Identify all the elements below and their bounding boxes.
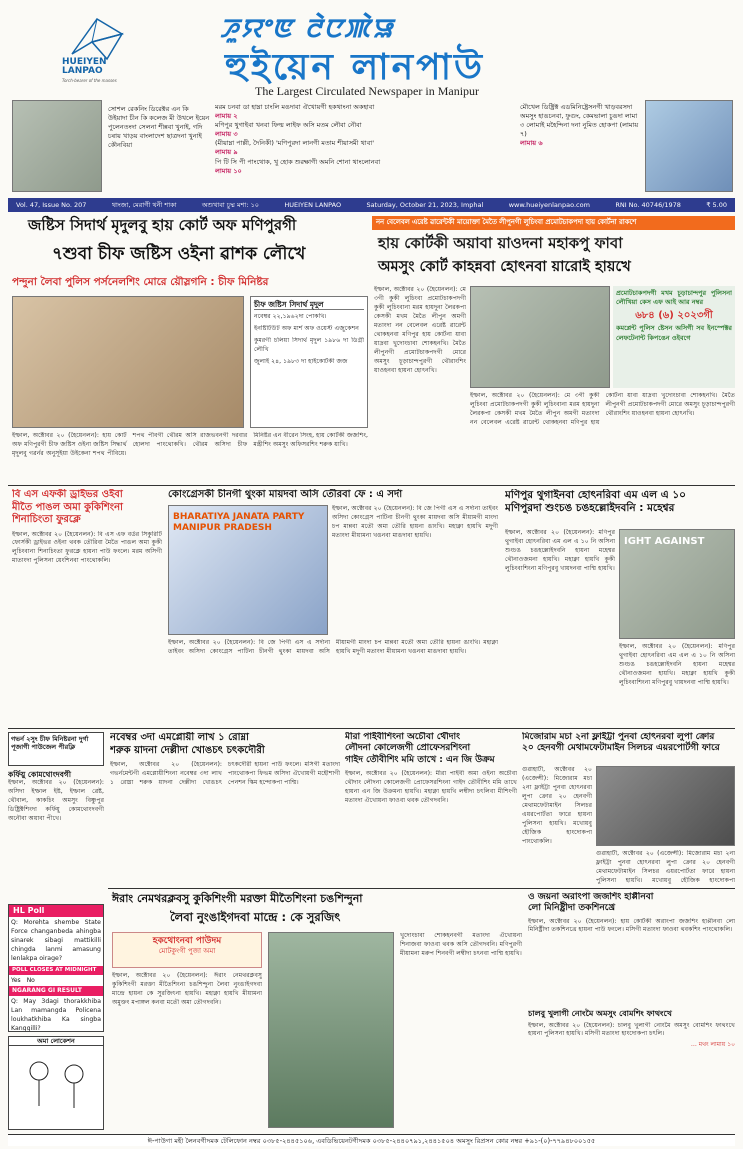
- issue-date: Saturday, October 21, 2023, Imphal: [366, 200, 484, 209]
- bjp-banner-text-2: MANIPUR PRADESH: [173, 523, 272, 534]
- judges-story: [528, 892, 735, 1130]
- judges-body: ইম্ফাল, অক্টোবর ২০ (হৈয়েনলন): হায় কোর্টকী অরাংপা জজশিং হাপ্পীনবা লো মিনিষ্ট্রীদা তকশিনখ্রে হায়না পাউ ফংলে। মসিগী মতাংদা ফাওবা থবকশিং পাংথোকলি।: [528, 917, 735, 934]
- volume-info: Vol. 47, Issue No. 207: [16, 200, 87, 209]
- mla-headline-1[interactable]: মণিপুর থুগাইনবা হোৎনরিবা এম এল এ ১০: [505, 489, 686, 501]
- pullquote-box: [112, 932, 262, 968]
- drugs-body: গুৱাহাটী, অক্টোবর ২০ (এজেন্সী): মিজোরাম মচা ২না ফ্লাইট্টা পুনবা হোৎনরবা লুপা ক্রোর ২০ হেনবগী মেথামফেটামাইন সিলচর এয়রপোর্টতা ফারে হায়না পুলিসনা হায়খি। মখোয়বু হৌজিক হাংদোকপা পাংথোকলি।: [522, 766, 592, 845]
- teaser-center-4-page: লামায় ১০: [215, 166, 242, 175]
- ngarang-question: Q: May 3dagi thorakkhiba Lan mamangda Policena loukhatkhiba Ka singba Kanggilli?: [11, 997, 101, 1032]
- drugs-photo: [596, 766, 735, 846]
- governor-box: [8, 732, 104, 766]
- teaser-center-2: মণিপুর থুগাইবা খনবা ফিল্ম লাইফ অসি মতম লৌবা নৌবা: [215, 121, 362, 130]
- mla-photo: [619, 529, 735, 639]
- mla-headline-2[interactable]: মণিপুরদা শুংচঙ চঙহল্লোইদবনি : মহেশ্বর: [505, 502, 675, 515]
- masthead-title-meitei: ꯍꯨꯌꯦꯟ ꯂꯥꯅꯄꯥꯎ: [220, 14, 395, 44]
- bsf-headline-1[interactable]: বি এস এফকী ড্রাইভর ওইবা: [12, 489, 123, 500]
- bottom-story-headline-1[interactable]: ঈরাং নেমথরক্লবসু কুকিশিংগী মরক্তা মীতৈশিংনা চঙশিন্দুনা: [112, 892, 363, 905]
- factbox-text-2: কমপ্লেন্ট পুলিস ষ্টেসন অসিগী সব ইনস্পেক্টর লেফটেনান্ট কিপঙেন ওইবগে: [616, 324, 732, 342]
- teaser-left-text: সোশল রেকনিং ডিরেক্টর এন কি উইয়াদা চীন কি কলেজ মী উখলে ইয়েন পুলেনতংদা সেলনা শীন্নবা খুনাই, গদি চৰায় খাড়য় বাংলাদেশ ছাত্রদনা খুনাই কৌনবিয়া: [108, 105, 210, 150]
- ngarang-title: NGARANG GI RESULT: [9, 986, 103, 996]
- congress-body-2: ইম্ফাল, অক্টোবর ২০ (হৈয়েনলন): বি জে পিগী এস এ সর্দানা তাইবং অসিদা কোংগ্রেস পাটিনা চীনগী থুংকা মায়দবা অসি মীয়ামগী মাংদা চপ মান্নবা মতৌ অমা তৌরি হায়না ঙাংখি। মহাক্না হায়খি মদুগী মতাংদা মীয়ামনা খঙনবা মাঙদাবা হায়খি।: [168, 639, 498, 655]
- price-note: অশুখাবা চুদ্ম মশা: ১০: [201, 200, 260, 209]
- lead-right-photo: [470, 286, 610, 388]
- teaser-center-1: মরম চনবা ডা হাম্না চাংলি মঙদাবা ঐখোয়গী হকথাংনা অকহাবা: [215, 103, 375, 111]
- factbox-number: ৬৮৪ (৬) ২০২৩গী: [635, 309, 713, 321]
- curfew-story: [8, 770, 104, 900]
- divider: [8, 485, 735, 486]
- poll-title: HL Poll: [9, 905, 103, 917]
- judges-headline-1[interactable]: ও জয়না অরাংপা জজশিং হাপ্পীনবা: [528, 892, 654, 902]
- congress-headline[interactable]: কোংগ্রেসকী চীনগী থুংকা মায়দবা অসি তৌরবা ফে : এ সর্দা: [168, 489, 403, 500]
- price: ₹ 5.00: [706, 200, 727, 209]
- pullquote-title: হকথোংনবা পাউদম: [152, 936, 222, 946]
- lead-left-infobox: [250, 296, 368, 428]
- teaser-center-1-page: লামায় ২: [215, 112, 238, 121]
- employee-headline-2[interactable]: শরুক য়াদনা দেল্লীদা খোঙচৎ চৎকদৌরী: [110, 744, 265, 756]
- bjp-banner-photo: [168, 505, 328, 635]
- website[interactable]: www.hueiyenlanpao.com: [508, 200, 590, 209]
- lead-right-headline-2[interactable]: অমসুং কোর্ট কাহন্নবা হোৎনবা য়ারোই হায়খে: [378, 259, 631, 275]
- infobox-item: ইনষ্টিটিউট অফ মার্শ অফ ওয়েস্ট এজুকেশন: [254, 325, 359, 333]
- governor-box-title[interactable]: গভর্ন ২সুং চীফ মিনিষ্টরনা দুর্গা পূজাগী পাউজেল পীরক্লি: [11, 735, 89, 752]
- teaser-center-4: পি টি সি পী পাংথোক, খু হোক শুরক্ষাগী অমনি শোনা থাংলোনবা: [215, 157, 381, 166]
- logo-text: [62, 58, 107, 77]
- masthead-title-bengali: হুইয়েন লানপাউ: [225, 47, 486, 88]
- bsf-story: [12, 489, 162, 725]
- factbox-text: প্রমোটচাকপদগী মখম চূড়াচান্দপুর পুলিসনা লৌখিয়া কেস এফ আই আর নম্বর: [616, 289, 732, 307]
- curfew-headline[interactable]: কর্ফিয়ু কোমথোংদবগী: [8, 770, 71, 779]
- rni-number: RNI No. 40746/1978: [615, 200, 681, 209]
- bsf-headline-2[interactable]: মীতৈ পাঙল অমা কুকিশিংনা শিনাচিংতা ফুরক্লে: [12, 501, 123, 525]
- lead-right-body-2: ইম্ফাল, অক্টোবর ২০ (হৈয়েনলন): মে ৩গী কুকী লুচিংবা প্রমোটচাকপদগী কুকী লুচিংবানা মরম হায়দুনা লৈরকপা কেসকী মখম মৈতৈ লীপুন অমগী মতাংদা নন বেলেবল এরেষ্ট ৱারেন্ট থোকহনবা মণিপুর হায় কোর্টনা য়াবা য়াদ্রবা খুদোংচাবা শোকহনখি। মৈতৈ লীপুনগী প্রমোটচাকপদগী মোরে অমসুং চূড়াচান্দপুরগী থৌরাংশিং য়াওহনবা হায়না হোৎনখি।: [470, 392, 735, 426]
- teaser-center-3: (মীয়াম্না পাল্লী, দৈনিকী) 'মণিপুরদা লানগী মতাম শীয়াসমী থাবা': [215, 139, 374, 148]
- infobox-item: নবেম্বর ২২,১৯৬২দা পোকখি।: [254, 313, 327, 321]
- meira-body: ইম্ফাল, অক্টোবর ২০ (হৈয়েনলন): মীরা পাইবী অমা ওইনা অচৌবা থৌদাং লৌদনা কোলেজগী প্রোফেসরশিংনা গাইদ তৌবীশিং মমি তাখে হায়না এন জি উক্রমনা হায়খি। মহাক্না হায়খি লম্বীদা চৎলিবা মীশিংগী মতাংদা ঐখোয়না ফাওবা থবক তৌগদবনি।: [345, 769, 517, 804]
- continued-label: … মথং লামায় ১০: [690, 1041, 735, 1049]
- bjp-banner-text-1: BHARATIYA JANATA PARTY: [173, 512, 305, 522]
- poll-no-option[interactable]: No: [26, 976, 35, 984]
- judges-headline-2[interactable]: লো মিনিষ্ট্রীদা তকশিনখ্রে: [528, 903, 616, 914]
- teaser-right: [520, 103, 640, 195]
- bottom-story-body: ইম্ফাল, অক্টোবর ২০ (হৈয়েনলন): ঈরাং নেমথরক্লবসু কুকিশিংগী মরক্তা মীতৈশিংনা চঙশিন্দুনা লৈবা নুংঙাইগদবা মান্দ্রে হায়না কে সুরজিৎনা হায়খি। মহাক্না হায়খি মীয়ামনা অমুক্তং মপাঙ্গল কনবা মতৌ অমা তৌগদবনি।: [112, 972, 262, 1006]
- logo-text-line-2: LANPAO: [62, 66, 103, 77]
- chalbu-body: ইম্ফাল, অক্টোবর ২০ (হৈয়েনলন): চালবু খুলাগী নোংমৈ অমসুং বোমশিং ফাথংখে হায়না পুলিসনা হায়খি। মসিগী মতাংদা হাংদোকপা চৎলি।: [528, 1021, 735, 1038]
- masthead-subtitle: The Largest Circulated Newspaper in Manipur: [255, 84, 480, 98]
- drugs-body-2: গুৱাহাটী, অক্টোবর ২০ (এজেন্সী): মিজোরাম মচা ২না ফ্লাইট্টা পুনবা হোৎনরবা লুপা ক্রোর ২০ হেনবগী মেথামফেটামাইন সিলচর এয়রপোর্টতা ফারে হায়না পুলিসনা হায়খি। মখোয়বু হৌজিক হাংদোকপা: [596, 850, 735, 884]
- chalbu-headline[interactable]: চালবু খুলাগী নোংমৈ অমসুং বোমশিং ফাথংখে: [528, 1008, 672, 1018]
- curfew-body: ইম্ফাল, অক্টোবর ২০ (হৈয়েনলন): অসিদা ইম্ফাল ইষ্ট, ইম্ফাল ৱেষ্ট, থৌবাল, কাকচিং অমসুং বিষ্ণুপুর ডিষ্ট্রিক্টশিংদা কর্ফিয়ু কোমথোংদবগী অনৌবা অয়াবা পীখে।: [8, 779, 104, 823]
- cartoon-box: [8, 1036, 104, 1130]
- header-photo-left: [12, 100, 102, 192]
- poll-close-label: POLL CLOSES AT MIDNIGHT: [9, 966, 103, 975]
- hl-poll-box: [8, 904, 104, 1032]
- poll-options: [9, 975, 103, 987]
- logo-tagline: Torch-bearer of the masses: [62, 78, 117, 83]
- employee-body: ইম্ফাল, অক্টোবর ২০ (হৈয়েনলন): গভর্নমেন্টগী এমপ্লোয়ীশিংনা নবেম্বর ৩দা লাখ ১ রোম্না শরুক য়াদনা দেল্লীদা খোঙচৎ চৎকদৌরী হায়না পাউ ফংলে। মসিগী মতাংদা পাংথোকপা ফিভম অসিদা ঐখোয়গী মহৌশাগী পেনশন স্কিম হন্দোকপা পাম্মি।: [110, 761, 340, 786]
- meira-headline-1[interactable]: মীরা পাইবীশিংনা অচৌবা থৌদাং: [345, 732, 461, 742]
- contact-bar: ঈ-পাউগা মহী লৈনবগীদমক টেলিফোন নম্বর ০৩৮৫-২৪৪৫১০৬, এবডিভিয়েনটগীদমক ০৩৮৫-২৪৪০৭৯১,২৪৪১৫০৪ অমসুং রিপ্রসন কোর নম্বর +৯১-(০)-৭৭৯৪৮০০১৫৫: [8, 1134, 735, 1146]
- logo-text-line-1: HUEIYEN: [62, 57, 107, 67]
- mla-story: [505, 489, 735, 725]
- meira-headline-2[interactable]: লৌদনা কোলেজগী প্রোফেসরশিংনা: [345, 743, 471, 754]
- lead-left-headline-1[interactable]: জষ্টিস সিদার্থ মৃদুলবু হায় কোর্ট অফ মণিপুরগী: [28, 216, 297, 234]
- meira-headline-3[interactable]: গাইদ তৌবীশিং মমি তাখে : এন জি উক্রম: [345, 754, 495, 765]
- lead-right-headline-1[interactable]: হায় কোর্টকী অয়াবা য়াওদনা মহাকপু ফাবা: [378, 234, 623, 252]
- surajit-photo: [268, 932, 394, 1128]
- teaser-center: [215, 103, 515, 195]
- teaser-center-2-page: লামায় ৩: [215, 130, 238, 139]
- teaser-right-page: লামায় ৬: [520, 139, 543, 148]
- poll-question: Q: Morehta shembe State Force changanbeda ahingba sinarek sibagi mattikilli chingda lanmi amasung lenlakpa oirage?: [11, 919, 101, 962]
- divider: [8, 728, 735, 729]
- infobox-item: জুলাই ২৪, ১৯৮৩ দা হাইকোর্টকী জজ: [254, 358, 348, 366]
- issue-info-bar: [8, 198, 735, 212]
- divider: [108, 888, 735, 889]
- mla-body-2: ইম্ফাল, অক্টোবর ২০ (হৈয়েনলন): মণিপুর থুগাইবা হোৎনরিবা এম এল এ ১০ নি অসিনা শুংচঙ চঙহল্লোইদবনি হায়না মহেশ্বর থৌনাওজমনা হায়খি। মহাক্না হায়খি কুকী লুচিংবাশিংনা মণিপুরবু খায়দনবা পাম্মি হায়খি।: [619, 643, 735, 686]
- lead-left-headline-2[interactable]: ৭শুবা চীফ জষ্টিস ওইনা ৱাশক লৌখে: [52, 244, 306, 264]
- mla-body: ইম্ফাল, অক্টোবর ২০ (হৈয়েনলন): মণিপুর থুগাইবা হোৎনরিবা এম এল এ ১০ নি অসিনা শুংচঙ চঙহল্লোইদবনি হায়না মহেশ্বর থৌনাওজমনা হায়খি। মহাক্না হায়খি কুকী লুচিংবাশিংনা মণিপুরবু খায়দনবা পাম্মি হায়খি।: [505, 529, 615, 572]
- employee-rally-story: [110, 732, 340, 882]
- lead-right-kicker: নন বেলেবল এরেষ্ট ৱারেন্টকী মায়োক্তা মৈতৈ লীপুনগী লুচিংবা প্রমোটচাকপদা হায় কোর্টনা রাকশে: [372, 216, 735, 230]
- meira-paibi-story: [345, 732, 517, 882]
- cartoon-illustration: [9, 1046, 103, 1124]
- teaser-left: [108, 105, 210, 193]
- poll-yes-option[interactable]: Yes: [11, 976, 21, 984]
- teaser-right-text: মৌখেল ডিষ্ট্রিক্ট এডমিনিষ্ট্রেসনগী খাড়বরসদা অমসুং হাঙচনবা, ফুগুং, কেমভালা চুঙদা লামা ৩ লোমাই মহৈন্দিনা দনা নুমিত হোকপা (লামায় ৭): [520, 103, 639, 139]
- lead-left-kicker: পন্দুনা লৈবা পুলিস পর্সনেলশিং মোরে য়ৌস্লগনি : চীফ মিনিষ্টর: [12, 276, 269, 288]
- meitei-date: থাংজা, মেরাগী থনী শাকা: [111, 200, 177, 209]
- teaser-center-3-page: লামায় ৯: [215, 148, 238, 157]
- mla-banner-text: IGHT AGAINST: [624, 536, 705, 547]
- bottom-story-body-2: খুদোংচাবা শোকহনবগী মতাংদা ঐখোয়না শিনাজবা ফাওবা থবক অসি তৌগদবনি। মণিপুরগী মীয়ামনা মরুপ শিনবগী লম্বীদা চৎনবা পাম্মি হায়খি।: [400, 932, 522, 957]
- pullquote-subtitle: মোটকুংগী পুজা অমা: [158, 947, 216, 956]
- paper-name: HUEIYEN LANPAO: [284, 200, 342, 209]
- infobox-title: চীফ জষ্টিস সিদার্থ মৃদুল: [254, 300, 364, 310]
- bsf-body: ইম্ফাল, অক্টোবর ২০ (হৈয়েনলন): বি এস এফ বর্ডর সিকুরিটি ফোর্সকী ড্রাইভর ওইনা থবক তৌরিবা মৈতৈ পাঙল অমা কুকী লুচিংবানা শিনাচিংতা ফুরক্লে হায়না পাউ ফংলে। মরম অসিগী মাতাংদা পুলিসনা য়েংশিনবা পাংথোকলি।: [12, 530, 162, 565]
- lead-right-body: ইম্ফাল, অক্টোবর ২০ (হৈয়েনলন): মে ৩গী কুকী লুচিংবা প্রমোটচাকপদগী কুকী লুচিংবানা মরম হায়দুনা লৈরকপা কেসকী মখম মৈতৈ লীপুন অমগী মতাংদা নন বেলেবল এরেষ্ট ৱারেন্ট থোকহনবা মণিপুর হায় কোর্টনা য়াবা য়াদ্রবা খুদোংচাবা শোকহনখি। মৈতৈ লীপুনগী প্রমোটচাকপদগী মোরে অমসুং চূড়াচান্দপুরগী থৌরাংশিং য়াওহনবা হায়না হোৎনখি।: [374, 286, 466, 374]
- bottom-story-headline-2[interactable]: লৈবা নুংঙাইগদবা মান্দ্রে : কে সুরজিৎ: [170, 910, 341, 924]
- drugs-headline-2[interactable]: ২০ হেনবগী মেথামফেটামাইন সিলচর এয়রপোর্টগী ফারে: [522, 743, 720, 754]
- lead-right-factbox: [613, 286, 735, 388]
- lead-left-photo: [12, 296, 244, 428]
- lead-left-body: ইম্ফাল, অক্টোবর ২০ (হৈয়েনলন): হায় কোর্ট অফ মণিপুরগী চীফ জষ্টিস ওইনা জষ্টিস সিদ্ধার্থ মৃদুলবু গৱর্নর অনুসূইয়া উইকেনা শপথ পীবিয়ে। শপথ পীবগী থৌরম অসি রাজভবনগী দরবার হোলদা পাংথোকখি। থৌরম অসিদা চীফ মিনিষ্টর এন বীরেন সিংহ, হায় কোর্টকী জজশিং, মন্ত্রীশিং অমসুং অফিসরশিং শরুক য়াখি।: [12, 432, 368, 457]
- header-photo-right: [645, 100, 733, 192]
- drugs-headline-1[interactable]: মিজোরাম মচা ২না ফ্লাইট্টা পুনবা হোৎনরবা লুপা ক্রোর: [522, 732, 715, 742]
- congress-body: ইম্ফাল, অক্টোবর ২০ (হৈয়েনলন): বি জে পিগী এস এ সর্দানা তাইবং অসিদা কোংগ্রেস পাটিনা চীনগী থুংকা মায়দবা অসি মীয়ামগী মাংদা চপ মান্নবা মতৌ অমা তৌরি হায়না ঙাংখি। মহাক্না হায়খি মদুগী মতাংদা মীয়ামনা খঙনবা মাঙদাবা হায়খি।: [332, 505, 498, 539]
- cartoon-title: অমা লোকেশন: [9, 1037, 103, 1046]
- infobox-item: কুমরগী চলিয়া সিদার্থ মৃদুল ১৯৮৬ দা ডিগ্রী লৌখি: [254, 337, 364, 354]
- congress-story: [168, 489, 498, 725]
- employee-headline-1[interactable]: নবেম্বর ৩দা এমপ্লোয়ী লাখ ১ রোম্না: [110, 732, 249, 743]
- drugs-story: [522, 732, 735, 887]
